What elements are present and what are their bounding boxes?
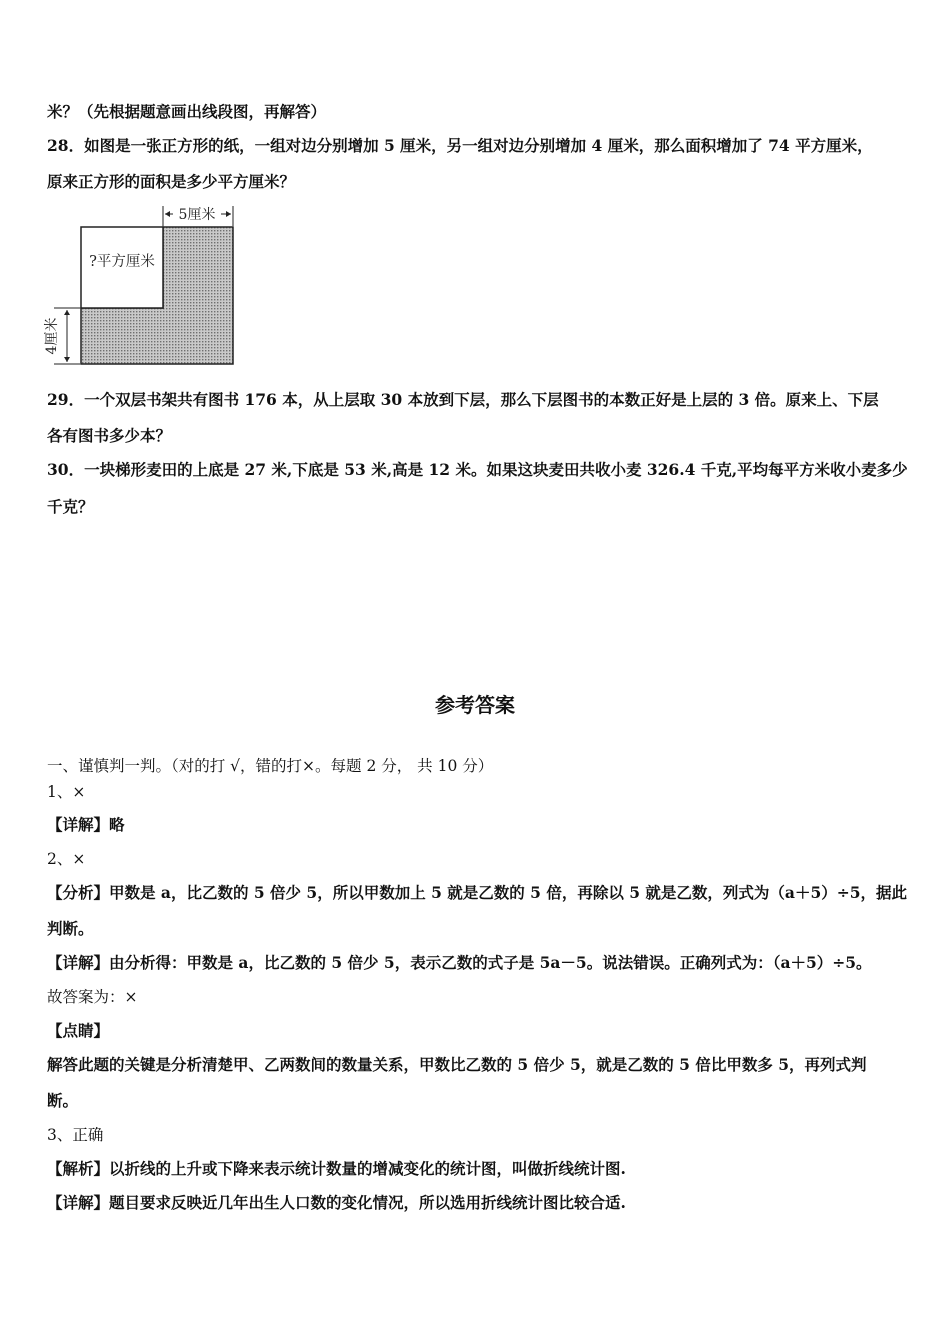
answer-3-detail: 【详解】题目要求反映近几年出生人口数的变化情况，所以选用折线统计图比较合适. bbox=[47, 1193, 626, 1212]
answer-2-point-line-2: 断。 bbox=[47, 1091, 79, 1110]
question-30-line-2: 千克？ bbox=[47, 497, 94, 516]
answer-3-analysis: 【解析】以折线的上升或下降来表示统计数量的增减变化的统计图，叫做折线统计图. bbox=[47, 1159, 626, 1178]
inner-area-label: ?平方厘米 bbox=[89, 254, 155, 270]
answer-1: 1、× bbox=[47, 783, 86, 801]
answer-2: 2、× bbox=[47, 850, 86, 868]
side-arrow-bottom bbox=[64, 357, 70, 362]
top-arrow-right bbox=[226, 211, 231, 217]
question-28-line-2: 原来正方形的面积是多少平方厘米？ bbox=[47, 172, 296, 191]
answer-2-point-line-1: 解答此题的关键是分析清楚甲、乙两数间的数量关系，甲数比乙数的 5 倍少 5，就是乙数的 5 倍比甲数多 5，再列式判 bbox=[47, 1055, 867, 1074]
answer-2-point-label: 【点睛】 bbox=[47, 1021, 110, 1040]
answer-1-detail: 【详解】略 bbox=[47, 815, 125, 834]
answers-title: 参考答案 bbox=[435, 693, 515, 717]
answer-2-detail: 【详解】由分析得：甲数是 a，比乙数的 5 倍少 5，表示乙数的式子是 5a－5。说法错误。正确列式为：（a＋5）÷5。 bbox=[47, 953, 872, 972]
top-dimension-label: 5厘米 bbox=[178, 207, 216, 223]
answers-section-1: 一、谨慎判一判。（对的打 √，错的打×。每题 2 分， 共 10 分） bbox=[47, 757, 494, 775]
question-27-tail: 米？（先根据题意画出线段图，再解答） bbox=[47, 102, 327, 121]
side-dimension-label: 4厘米 bbox=[44, 317, 60, 355]
question-28-line-1: 28．如图是一张正方形的纸，一组对边分别增加 5 厘米，另一组对边分别增加 4 厘米，那么面积增加了 74 平方厘米， bbox=[47, 136, 873, 155]
top-arrow-left bbox=[165, 211, 170, 217]
answer-2-analysis-line-2: 判断。 bbox=[47, 919, 94, 938]
answer-2-answer: 故答案为：× bbox=[47, 988, 138, 1006]
side-arrow-top bbox=[64, 310, 70, 315]
square-paper-figure bbox=[40, 200, 240, 370]
question-30-line-1: 30．一块梯形麦田的上底是 27 米,下底是 53 米,高是 12 米。如果这块麦田共收小麦 326.4 千克,平均每平方米收小麦多少 bbox=[47, 460, 908, 479]
question-29-line-1: 29．一个双层书架共有图书 176 本，从上层取 30 本放到下层，那么下层图书的本数正好是上层的 3 倍。原来上、下层 bbox=[47, 390, 879, 409]
answer-3: 3、正确 bbox=[47, 1126, 104, 1144]
answer-2-analysis-line-1: 【分析】甲数是 a，比乙数的 5 倍少 5，所以甲数加上 5 就是乙数的 5 倍，再除以 5 就是乙数，列式为（a＋5）÷5，据此 bbox=[47, 883, 908, 902]
question-29-line-2: 各有图书多少本？ bbox=[47, 426, 172, 445]
